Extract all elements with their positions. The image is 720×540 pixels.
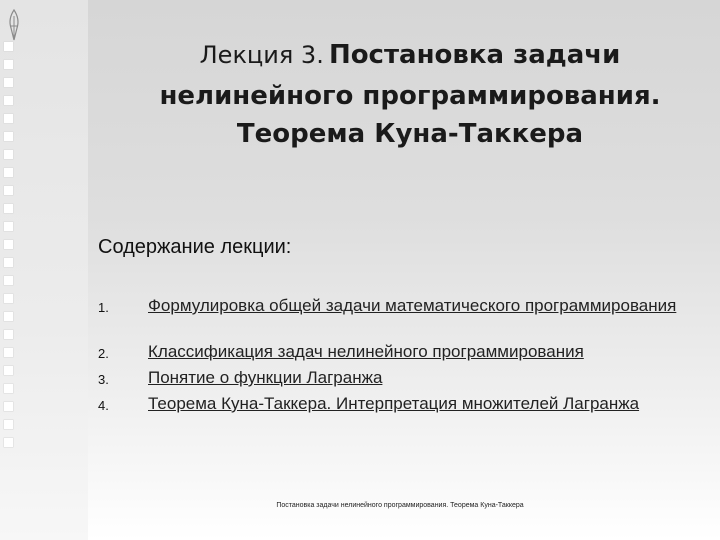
contents-heading: Содержание лекции: <box>98 236 292 258</box>
decorative-left-strip <box>0 0 88 540</box>
list-item <box>98 296 698 342</box>
list-number: 1. <box>98 300 109 315</box>
list-item <box>98 368 698 394</box>
title-line-1: Постановка задачи <box>328 40 621 70</box>
contents-link-2[interactable]: Классификация задач нелинейного программирования <box>148 342 584 361</box>
slide-footer: Постановка задачи нелинейного программирования. Теорема Куна-Таккера <box>276 502 524 509</box>
list-item <box>98 342 698 368</box>
contents-list <box>98 296 698 440</box>
title-line-2: нелинейного программирования. <box>159 81 661 111</box>
slide-title <box>110 36 710 153</box>
list-number: 4. <box>98 398 109 413</box>
emblem-icon <box>6 8 22 42</box>
lecture-number: Лекция 3. <box>199 41 324 69</box>
contents-link-3[interactable]: Понятие о функции Лагранжа <box>148 368 383 387</box>
contents-link-4[interactable]: Теорема Куна-Таккера. Интерпретация множителей Лагранжа <box>148 394 640 413</box>
list-item <box>98 394 698 440</box>
list-number: 3. <box>98 372 109 387</box>
list-number: 2. <box>98 346 109 361</box>
decorative-squares <box>2 42 26 456</box>
contents-link-1[interactable]: Формулировка общей задачи математического программирования <box>148 296 677 315</box>
title-line-3: Теорема Куна-Таккера <box>236 119 584 149</box>
